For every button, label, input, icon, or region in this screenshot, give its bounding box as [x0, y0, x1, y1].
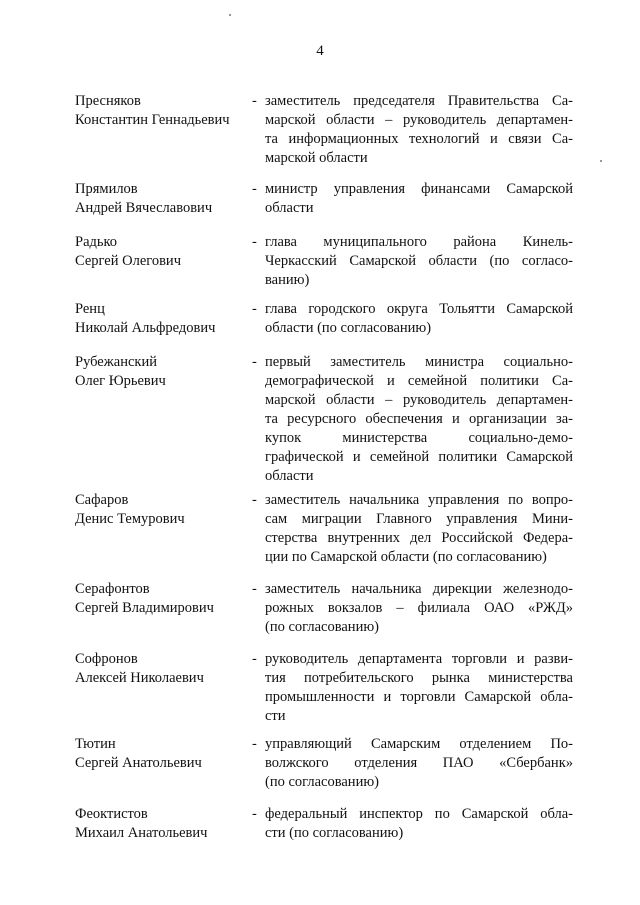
- member-given-name: Сергей Анатольевич: [75, 755, 202, 771]
- role-line: ции по Самарской области (по согласованию): [265, 549, 547, 565]
- role-line: марской области – руководитель департамен-: [265, 112, 573, 128]
- member-role: [265, 735, 573, 792]
- member-given-name: Алексей Николаевич: [75, 670, 204, 686]
- separator-dash: -: [252, 651, 257, 667]
- role-line: купок министерства социально-демо-: [265, 430, 573, 446]
- member-role: [265, 92, 573, 168]
- role-line: министр управления финансами Самарской: [265, 181, 573, 197]
- member-surname: Сафаров: [75, 492, 129, 508]
- separator-dash: -: [252, 492, 257, 508]
- member-surname: Прямилов: [75, 181, 138, 197]
- member-name: [75, 805, 255, 843]
- member-given-name: Михаил Анатольевич: [75, 825, 208, 841]
- member-surname: Тютин: [75, 736, 116, 752]
- role-line: глава муниципального района Кинель-: [265, 234, 573, 250]
- scan-speck: [229, 14, 231, 16]
- separator-dash: -: [252, 234, 257, 250]
- member-given-name: Андрей Вячеславович: [75, 200, 213, 216]
- scan-speck: [600, 160, 602, 162]
- member-given-name: Константин Геннадьевич: [75, 112, 230, 128]
- member-surname: Рубежанский: [75, 354, 157, 370]
- page-number: 4: [316, 43, 324, 59]
- role-line: области: [265, 200, 314, 216]
- separator-dash: -: [252, 93, 257, 109]
- role-line: первый заместитель министра социально-: [265, 354, 573, 370]
- role-line: демографической и семейной политики Са-: [265, 373, 573, 389]
- role-line: стерства внутренних дел Российской Федера-: [265, 530, 573, 546]
- member-given-name: Денис Темурович: [75, 511, 185, 527]
- separator-dash: -: [252, 354, 257, 370]
- member-name: [75, 300, 255, 338]
- member-name: [75, 735, 255, 773]
- member-surname: Радько: [75, 234, 118, 250]
- member-surname: Серафонтов: [75, 581, 150, 597]
- separator-dash: -: [252, 181, 257, 197]
- member-given-name: Сергей Олегович: [75, 253, 181, 269]
- member-given-name: Николай Альфредович: [75, 320, 216, 336]
- role-line: тия потребительского рынка министерства: [265, 670, 573, 686]
- member-role: [265, 233, 573, 290]
- separator-dash: -: [252, 301, 257, 317]
- role-line: марской области – руководитель департамен-: [265, 392, 573, 408]
- role-line: заместитель начальника управления по вопро-: [265, 492, 573, 508]
- member-given-name: Олег Юрьевич: [75, 373, 166, 389]
- member-given-name: Сергей Владимирович: [75, 600, 214, 616]
- role-line: (по согласованию): [265, 774, 379, 790]
- role-line: заместитель председателя Правительства Са-: [265, 93, 573, 109]
- role-line: области (по согласованию): [265, 320, 432, 336]
- member-name: [75, 491, 255, 529]
- member-role: [265, 650, 573, 726]
- member-role: [265, 353, 573, 486]
- role-line: федеральный инспектор по Самарской обла-: [265, 806, 573, 822]
- separator-dash: -: [252, 581, 257, 597]
- role-line: управляющий Самарским отделением По-: [265, 736, 573, 752]
- separator-dash: -: [252, 806, 257, 822]
- member-role: [265, 805, 573, 843]
- role-line: та информационных технологий и связи Са-: [265, 131, 573, 147]
- member-surname: Феоктистов: [75, 806, 148, 822]
- role-line: графической и семейной политики Самарской: [265, 449, 573, 465]
- role-line: промышленности и торговли Самарской обла-: [265, 689, 573, 705]
- member-role: [265, 300, 573, 338]
- member-name: [75, 580, 255, 618]
- role-line: области: [265, 468, 314, 484]
- separator-dash: -: [252, 736, 257, 752]
- role-line: марской области: [265, 150, 368, 166]
- member-name: [75, 650, 255, 688]
- member-name: [75, 180, 255, 218]
- member-surname: Пресняков: [75, 93, 141, 109]
- member-role: [265, 180, 573, 218]
- role-line: (по согласованию): [265, 619, 379, 635]
- member-role: [265, 491, 573, 567]
- role-line: ванию): [265, 272, 310, 288]
- role-line: сти: [265, 708, 286, 724]
- member-role: [265, 580, 573, 637]
- role-line: сам миграции Главного управления Мини-: [265, 511, 573, 527]
- member-name: [75, 353, 255, 391]
- role-line: Черкасский Самарской области (по согласо-: [265, 253, 573, 269]
- role-line: та ресурсного обеспечения и организации за-: [265, 411, 573, 427]
- role-line: заместитель начальника дирекции железнодо-: [265, 581, 573, 597]
- member-name: [75, 92, 255, 130]
- role-line: руководитель департамента торговли и разви-: [265, 651, 573, 667]
- role-line: сти (по согласованию): [265, 825, 404, 841]
- role-line: рожных вокзалов – филиала ОАО «РЖД»: [265, 600, 573, 616]
- member-surname: Ренц: [75, 301, 105, 317]
- member-surname: Софронов: [75, 651, 138, 667]
- role-line: глава городского округа Тольятти Самарской: [265, 301, 573, 317]
- role-line: волжского отделения ПАО «Сбербанк»: [265, 755, 573, 771]
- member-name: [75, 233, 255, 271]
